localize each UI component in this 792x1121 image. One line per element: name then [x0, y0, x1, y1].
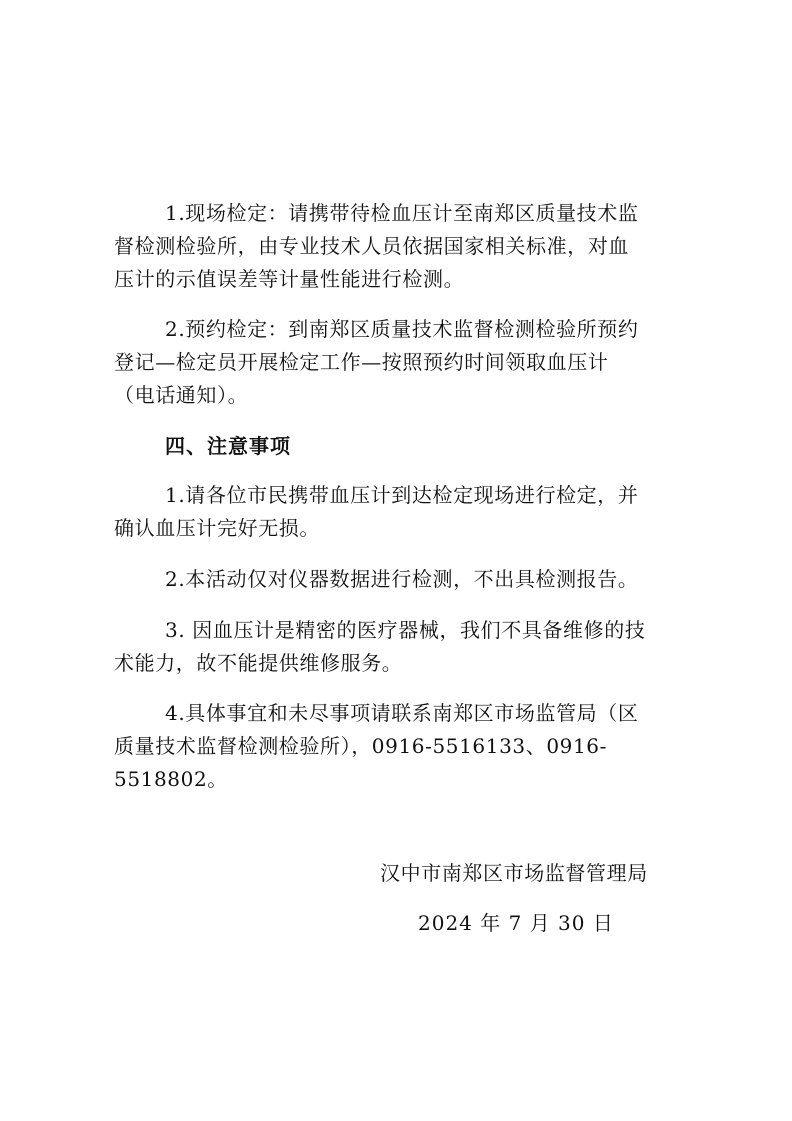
section-1-line-2: 督检测检验所，由专业技术人员依据国家相关标准，对血 [114, 234, 629, 258]
section-2-line-3: （电话通知）。 [114, 383, 249, 407]
note-4-line-1: 4.具体事宜和未尽事项请联系南郑区市场监管局（区 [165, 701, 639, 725]
section-heading: 四、注意事项 [165, 434, 291, 458]
section-1-line-1: 1.现场检定：请携带待检血压计至南郑区质量技术监 [165, 201, 639, 225]
note-1-line-2: 确认血压计完好无损。 [114, 516, 320, 540]
signature-organization: 汉中市南郑区市场监督管理局 [380, 861, 648, 885]
note-3-line-1: 3. 因血压计是精密的医疗器械，我们不具备维修的技 [165, 618, 646, 642]
section-2-line-1: 2.预约检定：到南郑区质量技术监督检测检验所预约 [165, 317, 639, 341]
signature-date: 2024 年 7 月 30 日 [418, 911, 614, 935]
note-4-line-3: 5518802。 [114, 767, 228, 791]
section-1-line-3: 压计的示值误差等计量性能进行检测。 [114, 267, 465, 291]
note-2-line-1: 2.本活动仅对仪器数据进行检测，不出具检测报告。 [165, 567, 639, 591]
note-1-line-1: 1.请各位市民携带血压计到达检定现场进行检定，并 [165, 483, 639, 507]
note-4-line-2: 质量技术监督检测检验所），0916-5516133、0916- [114, 734, 607, 758]
note-3-line-2: 术能力，故不能提供维修服务。 [114, 651, 403, 675]
section-2-line-2: 登记—检定员开展检定工作—按照预约时间领取血压计 [114, 350, 609, 374]
